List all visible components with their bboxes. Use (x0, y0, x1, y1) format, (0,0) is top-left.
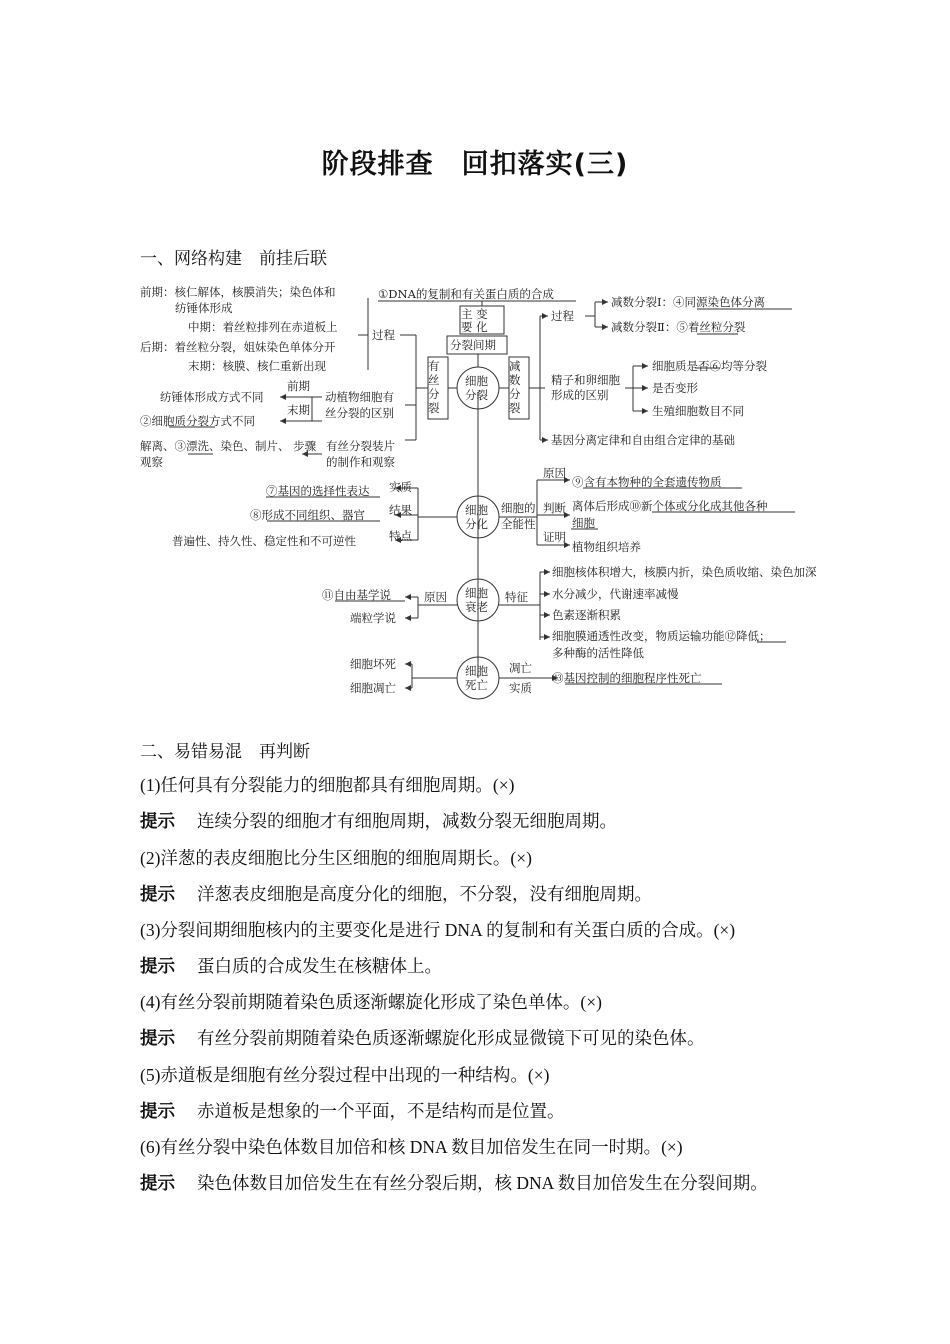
label-interphase: 分裂间期 (450, 338, 496, 352)
label-diff-plant-animal: 动植物细胞有 (325, 390, 394, 404)
label-late: 末期 (287, 403, 310, 417)
label-diff-2: 分化 (465, 517, 488, 531)
label-apoptosis: 细胞凋亡 (350, 681, 396, 695)
label-new-individual-2: 细胞 (572, 516, 595, 530)
tip-6 (140, 1170, 830, 1195)
label-sen-f2: 水分减少，代谢速率减慢 (552, 587, 679, 601)
label-process-meiosis: 过程 (551, 309, 574, 323)
label-death-2: 死亡 (465, 678, 488, 692)
label-sen-f4: 细胞膜通透性改变，物质运输功能⑫降低； (552, 629, 771, 643)
tip-text: 染色体数目加倍发生在有丝分裂后期，核 DNA 数目加倍发生在分裂间期。 (197, 1173, 768, 1193)
question-6: (6)有丝分裂中染色体数目加倍和核 DNA 数目加倍发生在同一时期。(×) (140, 1137, 683, 1157)
label-spindle: 纺锤体形成方式不同 (160, 390, 264, 404)
label-senescence-1: 细胞 (465, 586, 488, 600)
tip-label: 提示 (140, 957, 175, 977)
label-meiosis-1: 减 (509, 359, 521, 373)
label-reason: 原因 (543, 466, 566, 480)
question-2: (2)洋葱的表皮细胞比分生区细胞的细胞周期长。(×) (140, 848, 532, 868)
tip-text: 连续分裂的细胞才有细胞周期，减数分裂无细胞周期。 (197, 811, 617, 831)
label-process: 过程 (372, 328, 395, 342)
label-feature: 特点 (389, 529, 412, 543)
label-law-basis: 基因分离定律和自由组合定律的基础 (551, 433, 735, 447)
tip-label: 提示 (140, 1174, 175, 1194)
label-meiosis-2: 数 (509, 373, 521, 387)
label-sen-reason: 原因 (424, 590, 447, 604)
label-gamete-cyto: 细胞质是否⑥均等分裂 (652, 359, 767, 373)
label-dna-replication: ①DNA的复制和有关蛋白质的合成 (378, 287, 554, 301)
tip-label: 提示 (140, 1102, 175, 1122)
label-prophase: 前期：核仁解体，核膜消失；染色体和 (140, 285, 336, 299)
label-sen-f1: 细胞核体积增大，核膜内折，染色质收缩、染色加深 (552, 565, 817, 579)
question-1: (1)任何具有分裂能力的细胞都具有细胞周期。(×) (140, 775, 515, 795)
label-sen-feature: 特征 (505, 590, 528, 604)
page-title: 阶段排查 回扣落实(三) (321, 149, 629, 180)
tip-text: 赤道板是想象的一个平面，不是结构而是位置。 (197, 1101, 565, 1121)
label-proof: 证明 (543, 530, 566, 544)
label-slide-2: 的制作和观察 (326, 455, 395, 469)
label-prophase-2: 纺锤体形成 (175, 301, 233, 315)
tip-label: 提示 (140, 812, 175, 832)
label-gamete-deform: 是否变形 (652, 381, 698, 395)
section-heading-network: 一、网络构建 前挂后联 (140, 249, 327, 269)
label-necrosis: 细胞坏死 (350, 657, 396, 671)
label-meiosis-3: 分 (509, 387, 521, 401)
label-mitosis-4: 裂 (428, 401, 440, 415)
label-metaphase: 中期：着丝粒排列在赤道板上 (188, 320, 338, 334)
label-death-essence: 实质 (509, 681, 532, 695)
label-tissues: ⑧形成不同组织、器官 (250, 508, 365, 522)
tip-2 (140, 881, 830, 906)
question-3: (3)分裂间期细胞核内的主要变化是进行 DNA 的复制和有关蛋白质的合成。(×) (140, 920, 736, 940)
label-steps: 解离、③漂洗、染色、制片、 步骤 (140, 439, 317, 453)
label-meiosis-1st: 减数分裂Ⅰ：④同源染色体分离 (611, 295, 766, 309)
label-programmed-death: ⑬基因控制的细胞程序性死亡 (552, 671, 702, 685)
label-apoptosis-short: 凋亡 (509, 661, 532, 675)
label-pre: 前期 (287, 379, 310, 393)
label-features-list: 普遍性、持久性、稳定性和不可逆性 (172, 534, 356, 548)
label-new-individual: 离体后形成⑩新个体或分化成其他各种 (572, 499, 768, 513)
label-mitosis-3: 分 (428, 387, 440, 401)
label-genetic-material: ⑨含有本物种的全套遗传物质 (572, 475, 722, 489)
tip-5 (140, 1098, 830, 1123)
tip-3 (140, 953, 830, 978)
label-diff-1: 细胞 (465, 503, 488, 517)
label-mitosis-1: 有 (428, 359, 440, 373)
label-gamete: 精子和卵细胞 (551, 373, 620, 387)
label-division-2: 分裂 (465, 388, 488, 402)
label-observe: 观察 (140, 455, 163, 469)
section-heading-judge: 二、易错易混 再判断 (140, 742, 310, 762)
label-main-change-1: 主 变 (461, 307, 488, 321)
label-slide: 有丝分裂装片 (326, 439, 395, 453)
tip-text: 洋葱表皮细胞是高度分化的细胞，不分裂，没有细胞周期。 (197, 884, 652, 904)
question-5: (5)赤道板是细胞有丝分裂过程中出现的一种结构。(×) (140, 1065, 550, 1085)
label-death-1: 细胞 (465, 664, 488, 678)
tip-label: 提示 (140, 1029, 175, 1049)
label-mitosis-2: 丝 (428, 373, 440, 387)
label-totipotency-2: 全能性 (501, 517, 536, 531)
label-meiosis-4: 裂 (509, 401, 521, 415)
tip-label: 提示 (140, 885, 175, 905)
label-gamete-count: 生殖细胞数目不同 (652, 404, 744, 418)
label-main-change-2: 要 化 (461, 320, 488, 334)
tip-text: 有丝分裂前期随着染色质逐渐螺旋化形成显微镜下可见的染色体。 (197, 1028, 705, 1048)
label-plant-culture: 植物组织培养 (572, 540, 641, 554)
label-division-1: 细胞 (465, 374, 488, 388)
label-result: 结果 (389, 503, 412, 517)
label-free-radical: ⑪自由基学说 (322, 588, 391, 602)
tip-1 (140, 808, 830, 833)
label-anaphase: 后期：着丝粒分裂，姐妹染色单体分开 (140, 340, 336, 354)
question-4: (4)有丝分裂前期随着染色质逐渐螺旋化形成了染色单体。(×) (140, 992, 602, 1012)
label-gamete-2: 形成的区别 (551, 388, 609, 402)
label-diff-plant-animal-2: 丝分裂的区别 (325, 406, 394, 420)
label-meiosis-2nd: 减数分裂Ⅱ：⑤着丝粒分裂 (611, 320, 746, 334)
label-gene-expression: ⑦基因的选择性表达 (266, 484, 370, 498)
label-essence: 实质 (389, 480, 412, 494)
label-telomere: 端粒学说 (350, 611, 396, 625)
label-telophase: 末期：核膜、核仁重新出现 (188, 359, 326, 373)
tip-text: 蛋白质的合成发生在核糖体上。 (197, 956, 442, 976)
label-sen-f5: 多种酶的活性降低 (552, 646, 644, 660)
label-sen-f3: 色素逐渐积累 (552, 608, 621, 622)
label-cytoplasm: ②细胞质分裂方式不同 (140, 414, 255, 428)
label-judge: 判断 (543, 501, 566, 515)
label-senescence-2: 衰老 (465, 600, 488, 614)
label-totipotency: 细胞的 (501, 501, 536, 515)
tip-4 (140, 1025, 830, 1050)
